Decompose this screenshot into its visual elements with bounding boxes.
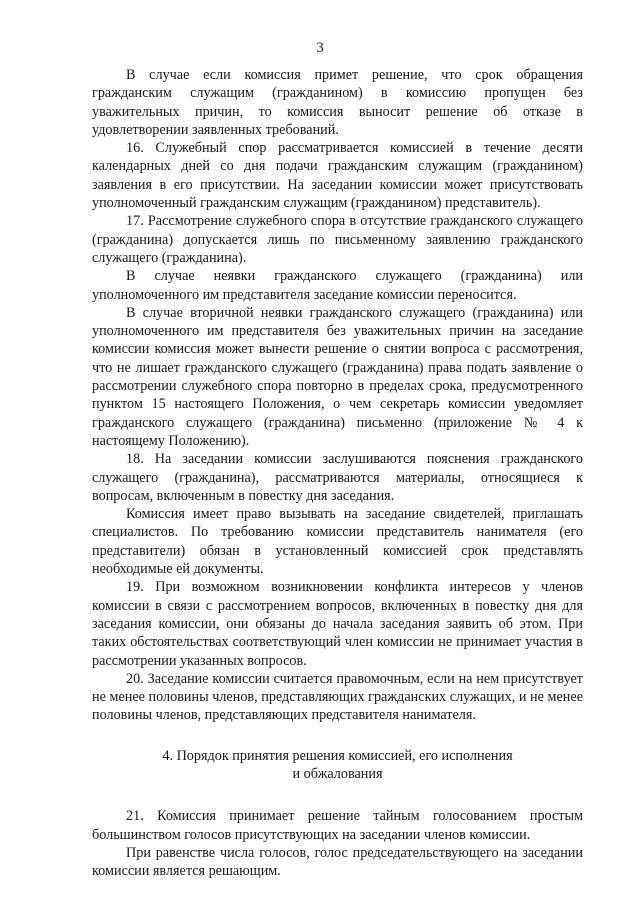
document-body <box>92 66 583 880</box>
paragraph-16: 16. Служебный спор рассматривается комиссией в течение десяти календарных дней со дня подачи гражданским служащим (гражданином) заявления в его присутствии. На заседании комиссии может присутствовать уполномоченный гражданским служащим (гражданином) представитель). <box>92 140 583 212</box>
section-heading <box>92 747 583 784</box>
paragraph-21: 21. Комиссия принимает решение тайным голосованием простым большинством голосов присутствующих на заседании членов комиссии. <box>92 808 583 843</box>
page-number: 3 <box>316 40 324 56</box>
paragraph-tie-vote: При равенстве числа голосов, голос председательствующего на заседании комиссии является решающим. <box>92 844 583 880</box>
paragraph-absence: В случае неявки гражданского служащего (гражданина) или уполномоченного им представителя заседание комиссии переносится. <box>92 268 583 303</box>
section-heading-line-1: 4. Порядок принятия решения комиссией, его исполнения <box>162 747 513 764</box>
section-heading-line-2: и обжалования <box>292 765 383 782</box>
paragraph-witnesses: Комиссия имеет право вызывать на заседание свидетелей, приглашать специалистов. По требованию комиссии представитель нанимателя (его представители) обязан в установленный комиссией срок представлять необходимые ей документы. <box>92 506 583 578</box>
paragraph-refusal: В случае если комиссия примет решение, что срок обращения гражданским служащим (гражданином) в комиссию пропущен без уважительных причин, то комиссия выносит решение об отказе в удовлетворении заявленных требований. <box>92 67 583 138</box>
paragraph-19: 19. При возможном возникновении конфликта интересов у членов комиссии в связи с рассмотрением вопросов, включенных в повестку дня для заседания комиссии, они обязаны до начала заседания заявить об этом. При таких обстоятельствах соответствующий член комиссии не принимает участия в рассмотрении указанных вопросов. <box>92 579 583 669</box>
paragraph-18: 18. На заседании комиссии заслушиваются пояснения гражданского служащего (гражданина), рассматриваются материалы, относящиеся к вопросам, включенным в повестку дня заседания. <box>92 451 583 504</box>
paragraph-17: 17. Рассмотрение служебного спора в отсутствие гражданского служащего (гражданина) допускается лишь по письменному заявлению гражданского служащего (гражданина). <box>92 213 583 266</box>
paragraph-20: 20. Заседание комиссии считается правомочным, если на нем присутствует не менее половины членов, представляющих гражданских служащих, и не менее половины членов, представляющих представителя нанимателя. <box>92 670 583 724</box>
paragraph-second-absence: В случае вторичной неявки гражданского служащего (гражданина) или уполномоченного им представителя без уважительных причин на заседание комиссии комиссия может вынести решение о снятии вопроса с рассмотрения, что не лишает гражданского служащего (гражданина) права подать заявление о рассмотрении служебного спора повторно в пределах срока, предусмотренного пунктом 15 настоящего Положения, о чем секретарь комиссии уведомляет гражданского служащего (гражданина) письменно (приложение № 4 к настоящему Положению). <box>92 304 583 449</box>
